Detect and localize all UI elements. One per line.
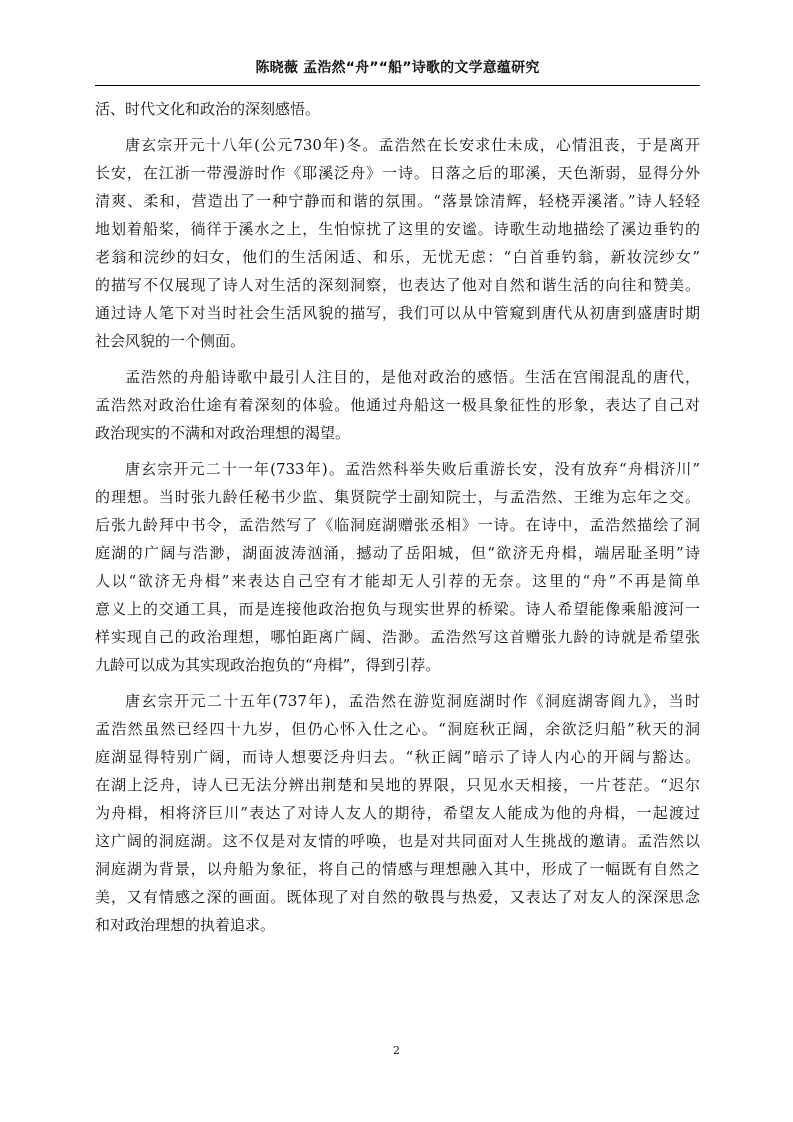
header-divider <box>95 85 700 86</box>
text-line: 政治现实的不满和对政治理想的渴望。 <box>95 424 351 442</box>
text-line: 庭湖显得特别广阔，而诗人想要泛舟归去。“秋正阔”暗示了诗人内心的开阔与豁达。 <box>95 748 700 766</box>
paragraph <box>95 687 700 939</box>
text-line: 和对政治理想的执着追求。 <box>95 916 276 934</box>
page-number: 2 <box>393 1044 400 1057</box>
text-line: 的描写不仅展现了诗人对生活的深刻洞察，也表达了他对自然和谐生活的向往和赞美。 <box>95 276 700 294</box>
paragraph <box>95 131 700 355</box>
text-line: 老翁和浣纱的妇女，他们的生活闲适、和乐，无忧无虑：“白首垂钓翁，新妆浣纱女” <box>95 248 700 266</box>
paragraph <box>95 455 700 679</box>
paragraph <box>95 363 700 447</box>
text-line: 唐玄宗开元十八年(公元730年)冬。孟浩然在长安求仕未成，心情沮丧，于是离开 <box>125 136 700 154</box>
text-line: 孟浩然对政治仕途有着深刻的体验。他通过舟船这一极具象征性的形象，表达了自己对 <box>95 396 700 414</box>
running-header-title: 陈晓薇 孟浩然“舟”“船”诗歌的文学意蕴研究 <box>255 60 540 76</box>
text-line: 意义上的交通工具，而是连接他政治抱负与现实世界的桥梁。诗人希望能像乘船渡河一 <box>95 600 700 618</box>
text-line: 孟浩然虽然已经四十九岁，但仍心怀入仕之心。“洞庭秋正阔，余欲泛归船”秋天的洞 <box>95 720 700 738</box>
text-line: 九龄可以成为其实现政治抱负的“舟楫”，得到引荐。 <box>95 656 441 674</box>
text-line: 通过诗人笔下对当时社会生活风貌的描写，我们可以从中管窥到唐代从初唐到盛唐时期 <box>95 304 700 322</box>
text-line: 在湖上泛舟，诗人已无法分辨出荆楚和吴地的界限，只见水天相接，一片苍茫。“迟尔 <box>95 776 700 794</box>
text-line: 地划着船桨，徜徉于溪水之上，生怕惊扰了这里的安谧。诗歌生动地描绘了溪边垂钓的 <box>95 220 700 238</box>
text-line: 的理想。当时张九龄任秘书少监、集贤院学士副知院士，与孟浩然、王维为忘年之交。 <box>95 488 700 506</box>
text-line: 样实现自己的政治理想，哪怕距离广阔、浩渺。孟浩然写这首赠张九龄的诗就是希望张 <box>95 628 700 646</box>
text-line: 清爽、柔和，营造出了一种宁静而和谐的氛围。“落景馀清辉，轻桡弄溪渚。”诗人轻轻 <box>95 192 700 210</box>
text-line: 唐玄宗开元二十五年(737年)，孟浩然在游览洞庭湖时作《洞庭湖寄阎九》，当时 <box>125 692 700 710</box>
body-text <box>95 95 700 947</box>
text-line: 洞庭湖为背景，以舟船为象征，将自己的情感与理想融入其中，形成了一幅既有自然之 <box>95 860 700 878</box>
text-line: 这广阔的洞庭湖。这不仅是对友情的呼唤，也是对共同面对人生挑战的邀请。孟浩然以 <box>95 832 700 850</box>
text-line: 社会风貌的一个侧面。 <box>95 332 246 350</box>
text-line: 庭湖的广阔与浩渺，湖面波涛汹涌，撼动了岳阳城，但“欲济无舟楫，端居耻圣明”诗 <box>95 544 700 562</box>
text-line: 为舟楫，相将济巨川”表达了对诗人友人的期待，希望友人能成为他的舟楫，一起渡过 <box>95 804 700 822</box>
text-line: 活、时代文化和政治的深刻感悟。 <box>95 100 321 118</box>
paragraph <box>95 95 700 123</box>
text-line: 孟浩然的舟船诗歌中最引人注目的，是他对政治的感悟。生活在宫闱混乱的唐代， <box>125 368 700 386</box>
text-line: 后张九龄拜中书令，孟浩然写了《临洞庭湖赠张丞相》一诗。在诗中，孟浩然描绘了洞 <box>95 516 700 534</box>
text-line: 长安，在江浙一带漫游时作《耶溪泛舟》一诗。日落之后的耶溪，天色渐弱，显得分外 <box>95 164 700 182</box>
text-line: 唐玄宗开元二十一年(733年)。孟浩然科举失败后重游长安，没有放弃“舟楫济川” <box>125 460 700 478</box>
text-line: 美，又有情感之深的画面。既体现了对自然的敬畏与热爱，又表达了对友人的深深思念 <box>95 888 700 906</box>
text-line: 人以“欲济无舟楫”来表达自己空有才能却无人引荐的无奈。这里的“舟”不再是简单 <box>95 572 700 590</box>
